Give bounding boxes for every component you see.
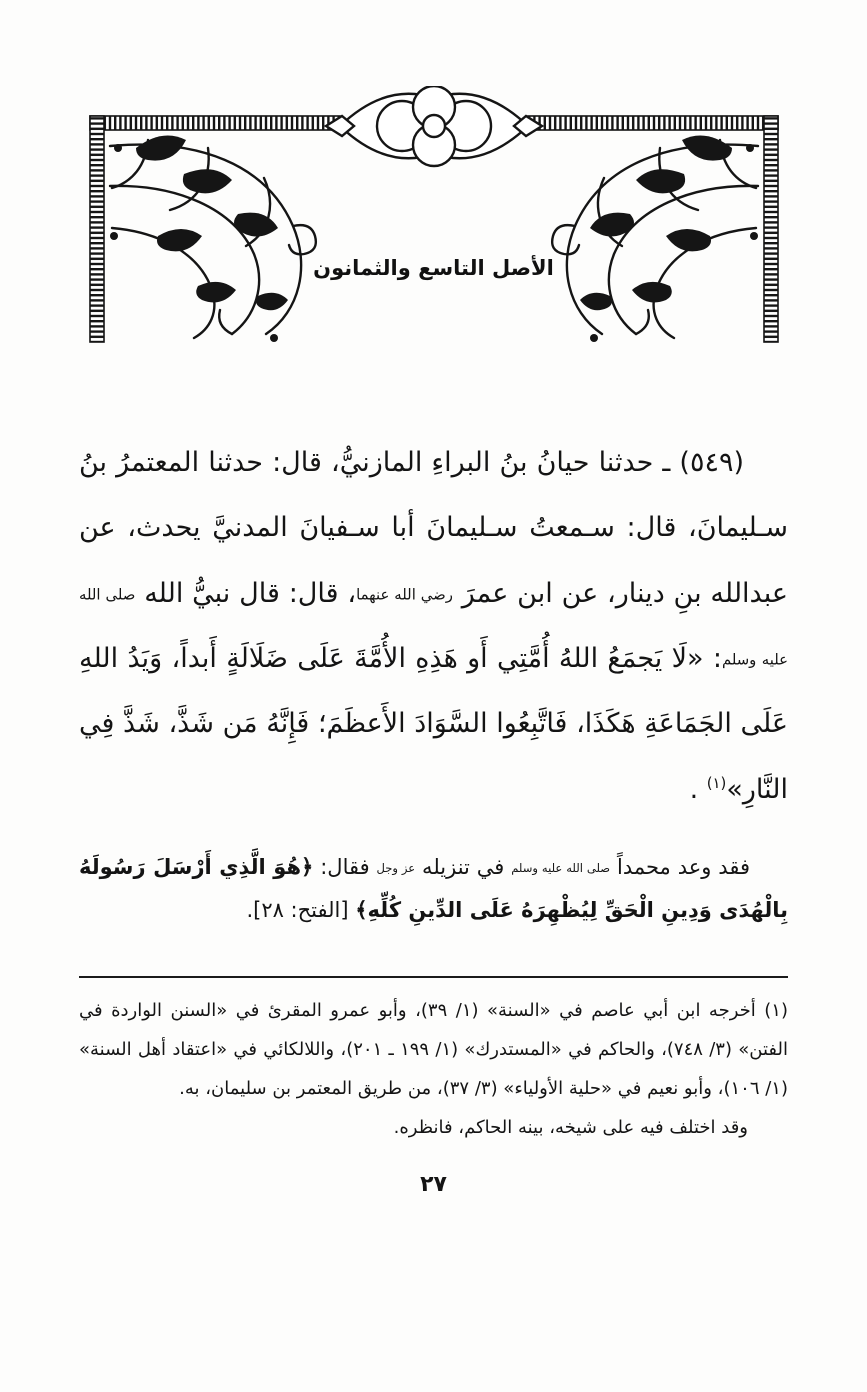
- chapter-heading: الأصل التاسع والثمانون: [313, 256, 554, 280]
- page-content: [0, 430, 867, 1197]
- footnote-separator-rule: [79, 976, 788, 978]
- text-run: وقد اختلف فيه على شيخه، بينه الحاكم، فانظره.: [393, 1116, 748, 1138]
- text-run: .: [689, 773, 707, 805]
- quran-text: ﴿هُوَ الَّذِي أَرْسَلَ رَسُولَهُ بِالْهُدَى وَدِينِ الْحَقِّ لِيُظْهِرَهُ عَلَى الدِّينِ كُلِّهِ﴾: [79, 854, 788, 923]
- honorific-text: صلى الله عليه وسلم: [79, 584, 789, 669]
- text-run: : «لَا يَجمَعُ اللهُ أُمَّتِي أَو هَذِهِ الأُمَّةَ عَلَى ضَلَالَةٍ أَبداً، وَيَدُ اللهِ عَلَى الجَمَاعَةِ هَكَذَا، فَاتَّبِعُوا السَّوَادَ الأَعظَمَ؛ فَإِنَّهُ مَن شَذَّ، شَذَّ فِي النَّارِ»: [79, 642, 788, 805]
- text-run: (٥٤٩) ـ حدثنا حيانُ بنُ البراءِ المازنيُّ، قال: حدثنا المعتمرُ بنُ سـليمانَ، قال: سـمعتُ سـليمانَ أبا سـفيانَ المدنيَّ يحدث، عن عبدالله بنِ دينار، عن ابن عمرَ: [79, 447, 788, 609]
- commentary-paragraph: [79, 846, 788, 932]
- text-run: (١) أخرجه ابن أبي عاصم في «السنة» (١/ ٣٩)، وأبو عمرو المقرئ في «السنن الواردة في الفتن» (٣/ ٧٤٨)، والحاكم في «المستدرك» (١/ ١٩٩ ـ ٢٠١)، واللالكائي في «اعتقاد أهل السنة» (١/ ١٠٦)، وأبو نعيم في «حلية الأولياء» (٣/ ٣٧)، من طريق المعتمر بن سليمان، به.: [79, 1000, 788, 1099]
- page-number: ٢٧: [420, 1171, 447, 1197]
- text-run: فقد وعد محمداً: [610, 854, 750, 879]
- fn-ref-text: (١): [706, 773, 727, 792]
- text-run: في تنزيله: [415, 854, 512, 879]
- footnote-1-note: [79, 1109, 788, 1148]
- text-run: فقال:: [313, 854, 377, 879]
- honorific-text: عز وجل: [376, 860, 416, 875]
- text-run: ، قال: قال نبيُّ الله: [135, 577, 357, 609]
- honorific-text: رضي الله عنهما: [356, 584, 453, 603]
- honorific-text: صلى الله عليه وسلم: [511, 860, 611, 875]
- text-run: [الفتح: ٢٨].: [246, 898, 356, 923]
- footnotes-section: [79, 992, 788, 1148]
- footnote-1: [79, 992, 788, 1109]
- hadith-paragraph: [79, 430, 788, 822]
- ornamental-header: [88, 86, 780, 348]
- arabesque-ornament-graphic: [88, 86, 780, 348]
- center-medallion: [326, 86, 542, 166]
